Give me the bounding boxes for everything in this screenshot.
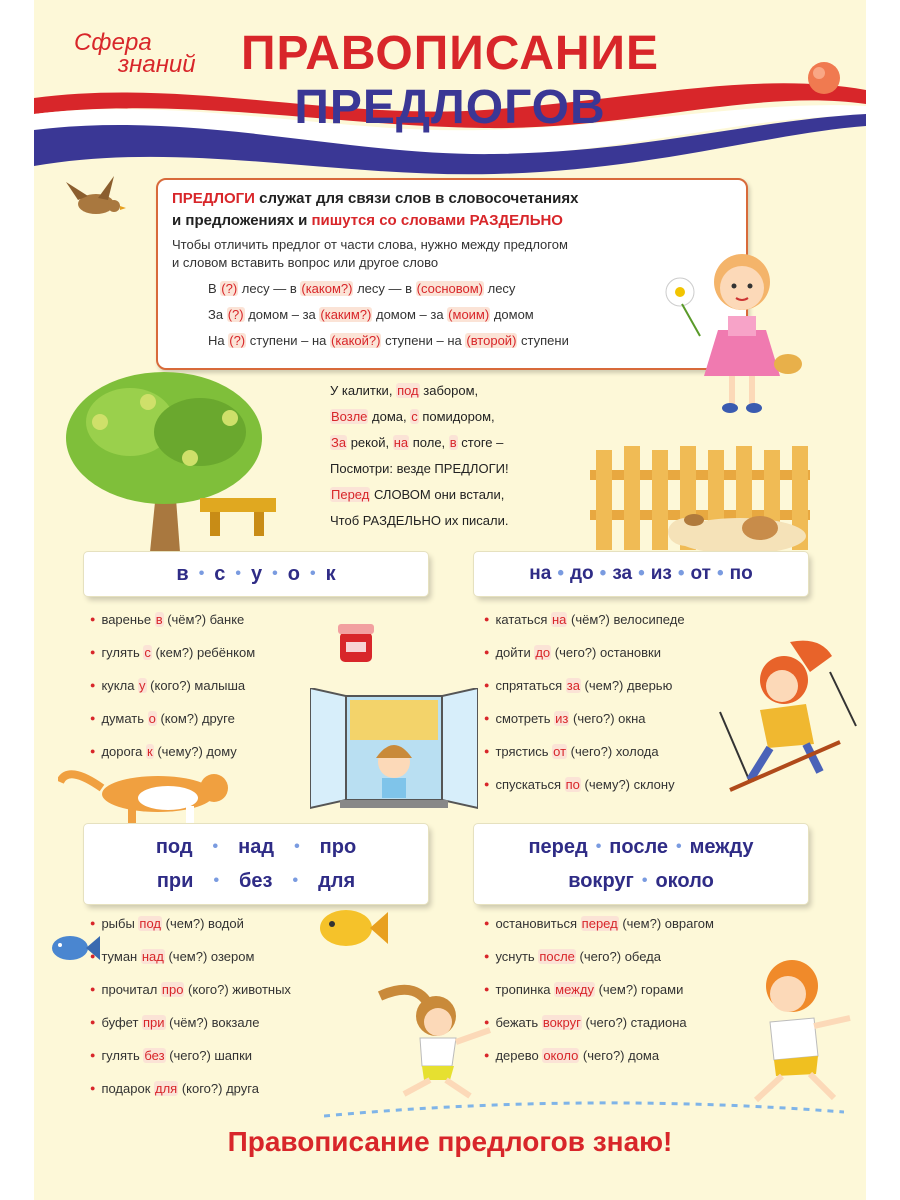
preposition-word: по [729,563,753,584]
list-item: ● думать о (ком?) друге [90,709,255,742]
examples-list-two-letter [484,610,685,808]
apple-tree-illustration [50,362,276,552]
preposition-word: между [689,836,754,858]
prepositions-box-three-letter: под • над • про при • без • для [84,824,428,904]
list-item: ● спрятаться за (чем?) дверью [484,676,685,709]
rule-hint [172,236,732,272]
rule-example: На (?) ступени – на (какой?) ступени – на (второй) ступени [208,333,569,348]
preposition-word: у [251,563,263,585]
list-item: ● рыбы под (чем?) водой [90,914,291,947]
page-title-line-2: ПРЕДЛОГОВ [294,81,606,134]
list-item: ● бежать вокруг (чего?) стадиона [484,1013,714,1046]
footer-slogan: Правописание предлогов знаю! [227,1126,673,1157]
poem-line: У калитки, под забором, [330,383,479,398]
running-boy-illustration [726,952,856,1104]
poster [34,0,866,1200]
poem-line: Посмотри: везде ПРЕДЛОГИ! [330,461,509,476]
skier-illustration [710,632,860,794]
separator-dot: • [272,565,278,582]
examples-list-three-letter [90,914,291,1112]
girl-with-flower-illustration [652,244,802,420]
preposition-word: с [214,563,226,585]
examples-list-simple [90,610,255,775]
rule-text [172,188,732,232]
rule-hint-line-1: Чтобы отличить предлог от части слова, нужно между предлогом [172,237,568,252]
preposition-word: под [155,836,193,858]
prepositions-box-two-letter: на • до • за • из • от • по [474,552,808,596]
preposition-word: до [569,563,594,584]
poem-line: Чтоб РАЗДЕЛЬНО их писали. [330,513,509,528]
sun-icon [804,58,844,98]
preposition-word: в [176,563,189,585]
list-item: ● гулять с (кем?) ребёнком [90,643,255,676]
rule-part-b: служат для связи слов в словосочетаниях [254,190,579,207]
list-item: ● трястись от (чего?) холода [484,742,685,775]
list-item: ● варенье в (чём?) банке [90,610,255,643]
logo-line-2: знаний [118,51,196,78]
preposition-word: от [690,563,711,584]
separator-dot: • [198,565,205,582]
rule-example: В (?) лесу — в (каком?) лесу — в (сосновом) лесу [208,281,516,296]
preposition-word: за [612,563,633,584]
poem-line: Перед СЛОВОМ они встали, [331,487,505,502]
preposition-word: около [655,870,714,892]
logo-line-1: Сфера [74,29,152,56]
jam-jar-illustration [332,618,380,666]
preposition-word: про [319,836,357,858]
preposition-word: к [325,563,336,585]
preposition-word: для [318,870,356,892]
page-title-line-1: ПРАВОПИСАНИЕ [240,27,660,80]
cat-illustration [58,758,244,826]
separator-dot: • [309,565,316,582]
list-item: ● смотреть из (чего?) окна [484,709,685,742]
list-item: ● дерево около (чего?) дома [484,1046,714,1079]
preposition-word: вокруг [568,870,634,892]
preposition-word: на [529,563,552,584]
list-item: ● остановиться перед (чем?) оврагом [484,914,714,947]
prepositions-box-simple [84,552,428,596]
list-item: ● дорога к (чему?) дому [90,742,255,775]
rule-part-d: пишутся со словами РАЗДЕЛЬНО [311,212,563,229]
rule-keyword: ПРЕДЛОГИ [172,190,255,207]
list-item: ● туман над (чем?) озером [90,947,291,980]
preposition-word: после [609,836,669,858]
preposition-word: о [287,563,300,585]
yellow-fish-illustration [312,902,388,952]
list-item: ● уснуть после (чего?) обеда [484,947,714,980]
rule-hint-line-2: и словом вставить вопрос или другое слово [172,255,439,270]
list-item: ● гулять без (чего?) шапки [90,1046,291,1079]
preposition-word: перед [528,836,588,858]
list-item: ● кататься на (чём?) велосипеде [484,610,685,643]
preposition-word: из [650,563,672,584]
prepositions-box-long: перед • после • между вокруг • около [474,824,808,904]
poem-line: За рекой, на поле, в стоге – [331,435,504,450]
preposition-word: без [239,870,273,892]
rule-part-c: и предложениях и [172,212,312,229]
list-item: ● прочитал про (кого?) животных [90,980,291,1013]
preposition-word: при [156,870,194,892]
examples-list-long [484,914,714,1079]
running-girl-illustration [360,982,500,1102]
window-with-girl-illustration [310,688,478,812]
separator-dot: • [235,565,242,582]
list-item: ● кукла у (кого?) малыша [90,676,255,709]
track-line [324,1096,844,1120]
list-item: ● дойти до (чего?) остановки [484,643,685,676]
list-item: ● спускаться по (чему?) склону [484,775,685,808]
list-item: ● буфет при (чём?) вокзале [90,1013,291,1046]
preposition-word: над [238,836,275,858]
bird-icon [64,170,128,226]
poem-line: Возле дома, с помидором, [331,409,495,424]
rule-example: За (?) домом – за (каким?) домом – за (моим) домом [208,307,534,322]
list-item: ● подарок для (кого?) друга [90,1079,291,1112]
list-item: ● тропинка между (чем?) горами [484,980,714,1013]
poem [330,378,509,534]
fence-and-dog-illustration [590,440,840,558]
